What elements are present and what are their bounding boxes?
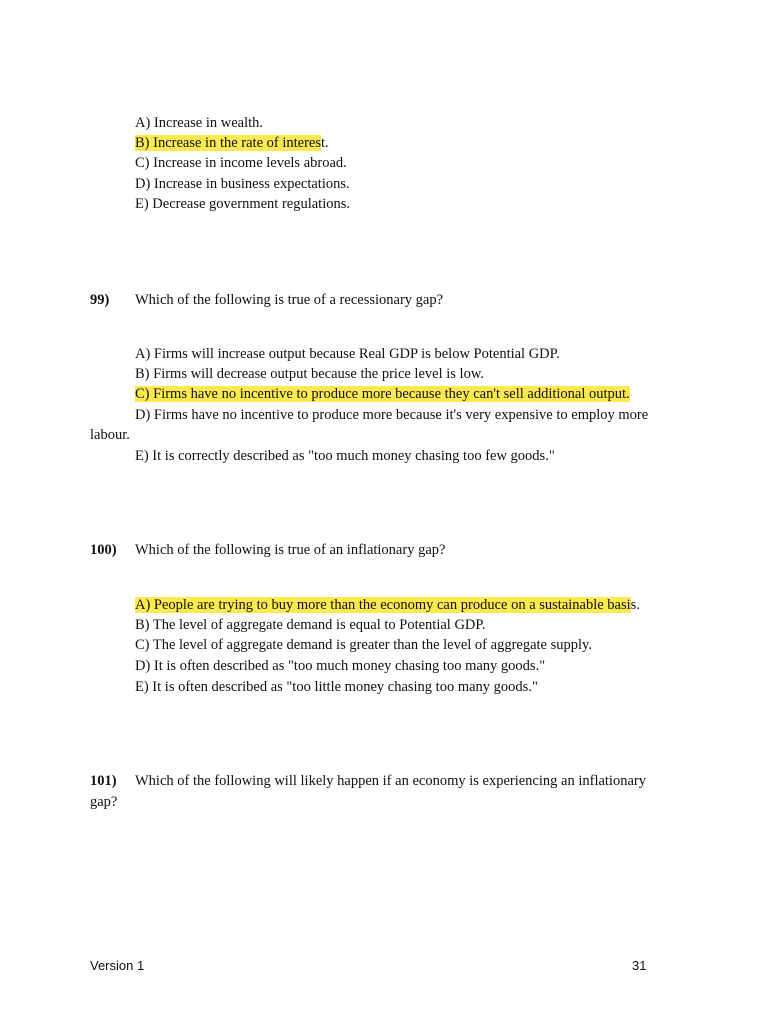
q100-question: Which of the following is true of an inflationary gap? [135,542,446,558]
footer-page-number: 31 [632,958,647,973]
q99-option-b: B) Firms will decrease output because the price level is low. [135,366,484,382]
q100-option-d: D) It is often described as "too much money chasing too many goods." [135,658,546,674]
highlighted-answer: B) Increase in the rate of interes [135,135,321,151]
q99-option-d: D) Firms have no incentive to produce more because it's very expensive to employ more [135,407,649,423]
q100-number: 100) [90,542,117,558]
q101-question: Which of the following will likely happen if an economy is experiencing an inflationary [135,773,646,789]
q98-option-e: E) Decrease government regulations. [135,196,350,212]
q101-question-continued: gap? [90,794,118,810]
q99-option-c [135,385,630,403]
q98-option-a: A) Increase in wealth. [135,115,264,131]
footer-version: Version 1 [90,958,145,973]
q100-option-c: C) The level of aggregate demand is greater than the level of aggregate supply. [135,637,592,653]
q98-option-d: D) Increase in business expectations. [135,176,350,192]
q98-option-b-rest: t. [321,135,329,151]
q99-option-a: A) Firms will increase output because Real GDP is below Potential GDP. [135,346,560,362]
q99-option-e: E) It is correctly described as "too much money chasing too few goods." [135,448,555,464]
q98-option-c: C) Increase in income levels abroad. [135,155,347,171]
q100-option-a [135,596,640,614]
q99-question: Which of the following is true of a recessionary gap? [135,292,444,308]
highlighted-answer: A) People are trying to buy more than the economy can produce on a sustainable basi [135,597,631,613]
q100-option-e: E) It is often described as "too little money chasing too many goods." [135,679,538,695]
q100-option-b: B) The level of aggregate demand is equal to Potential GDP. [135,617,486,633]
highlighted-answer: C) Firms have no incentive to produce more because they can't sell additional output. [135,386,630,402]
q99-option-d-continued: labour. [90,427,130,443]
q98-option-b [135,134,329,152]
q100-option-a-rest: s. [630,597,640,613]
q101-number: 101) [90,773,117,789]
q99-number: 99) [90,292,110,308]
